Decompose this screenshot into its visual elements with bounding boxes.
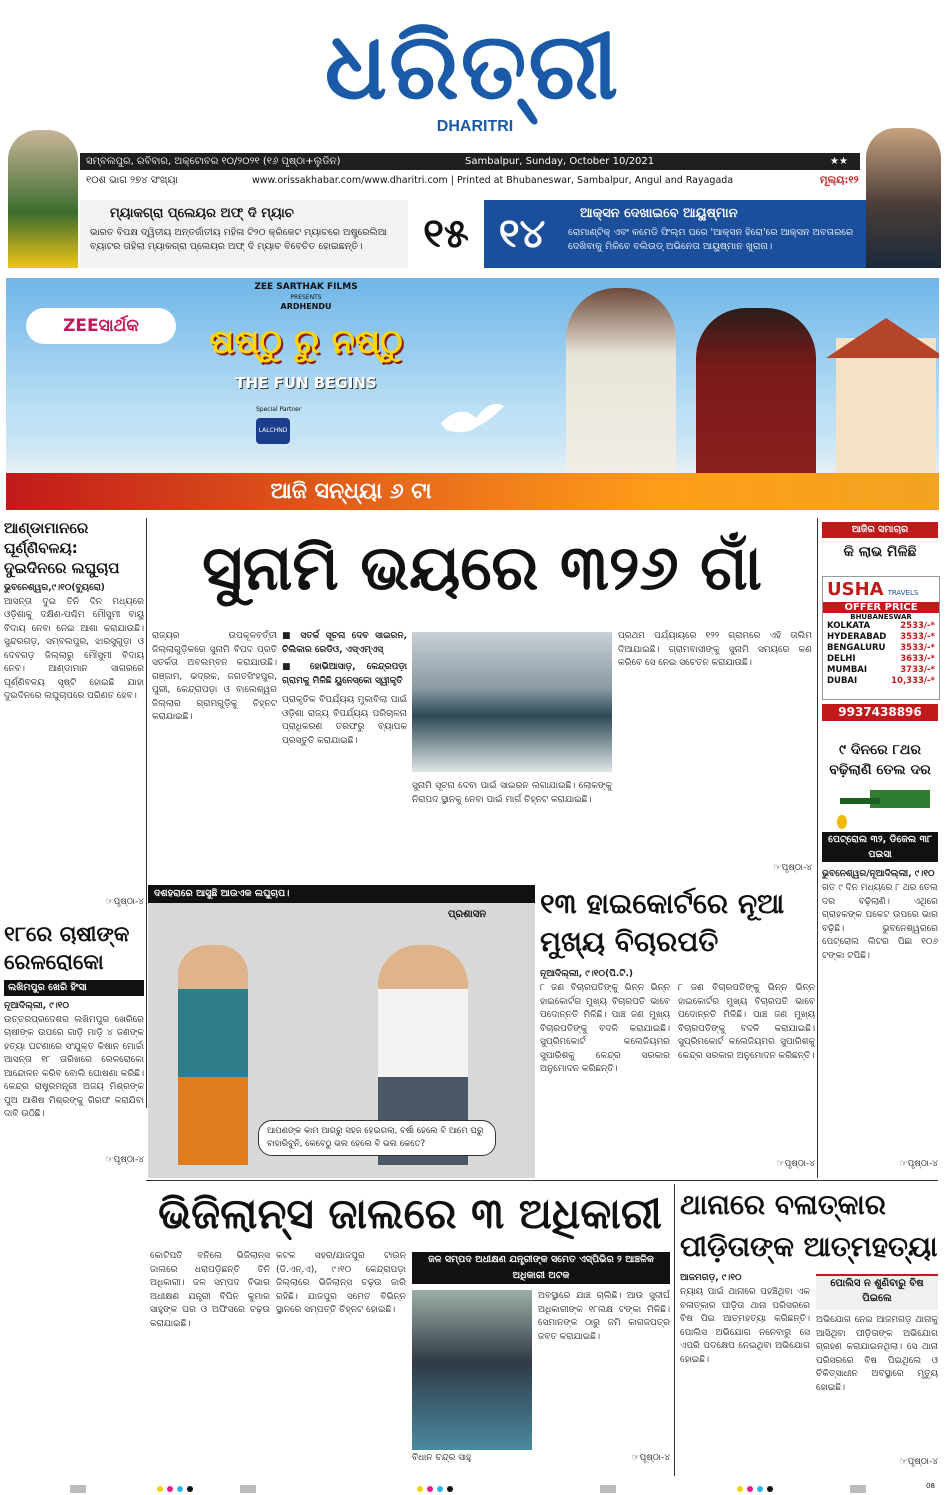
weather-body: ଆସନ୍ତା ଦୁଇ ତିନି ଦିନ ମଧ୍ୟରେ ଓଡ଼ିଶାକୁ ଦକ୍ଷିଣ-ପଶ୍ଚିମ ମୌସୁମୀ ବାୟୁ ବିଦାୟ ନେବା ନେଇ ଆଶା କରାଯାଉଛି। ସୁନ୍ଦରଗଡ଼, ସମ୍ବଲପୁର, ଝାରସୁଗୁଡ଼ା ଓ ଦେବଗଡ଼ ଜିଲ୍ଲାରୁ ମୌସୁମୀ ବିଦାୟ ନେବ। ଆଣ୍ଡାମାନ ସାଗରରେ ଘୂର୍ଣ୍ଣିବଳୟ ସୃଷ୍ଟି ହୋଇଛି ଯାହା ଦୁଇଦିନରେ ଲଘୁଚାପରେ ପରିଣତ ହେବ। bbox=[4, 596, 144, 701]
ad-director: ARDHENDU bbox=[280, 302, 332, 311]
house-illustration bbox=[836, 338, 936, 478]
weather-continue[interactable]: ☞ପୃଷ୍ଠା-୪ bbox=[105, 896, 144, 907]
farmer-headline: ୧୮ରେ ଚାଷୀଙ୍କ ରେଳରୋକୋ bbox=[4, 922, 130, 974]
stars-mark: ★★ bbox=[830, 156, 848, 167]
lead-bullet-2: ■ ହୋଭିଆସାଡ଼, କେନ୍ଦ୍ରପଡ଼ା ଗ୍ରାମକୁ ମିଳିଛି ୟୁନେସ୍କୋ ସ୍ୱୀକୃତି bbox=[282, 662, 407, 686]
left-weather-story[interactable] bbox=[4, 518, 144, 909]
crime-subhead: ପୋଲିସ ନ ଶୁଣିବାରୁ ବିଷ ପିଇଲେ bbox=[816, 1274, 938, 1310]
ad-partner-label: Special Partner bbox=[256, 406, 302, 413]
lead-column-3: ସୁନାମି ସୂଚନା ଦେବା ପାଇଁ ସାଇରନ ଲଗାଯାଇଛି। ଲୋକଙ୍କୁ ନିରାପଦ ସ୍ଥାନକୁ ନେବା ପାଇଁ ମାର୍ଗ ଚିହ୍ନଟ କରାଯାଇଛି। bbox=[412, 781, 612, 805]
teaser-sports-text: ଭାରତ ବିପକ୍ଷ ଦ୍ୱିତୀୟ ଅନ୍ତର୍ଜାତୀୟ ମହିଳା ଟି୨୦ କ୍ରିକେଟ ମ୍ୟାଚରେ ଅଷ୍ଟ୍ରେଲିଆ ବ୍ୟାଟର ତାହିଲା ମ୍ୟାକଗ୍ରା ପ୍ଲେୟର ଅଫ୍ ଦି ମ୍ୟାଚ ବିବେଚିତ ହୋଇଛନ୍ତି। bbox=[90, 227, 387, 252]
ad-showtime: ଆଜି ସନ୍ଧ୍ୟା ୬ ଟା bbox=[270, 479, 432, 504]
farmer-protest-story[interactable] bbox=[4, 920, 144, 1167]
sidebar-header: ଆଜିର ସମାଚାର bbox=[822, 522, 938, 538]
teaser-entertainment-title: ଆକ୍ସନ ଦେଖାଇବେ ଆୟୁଷ୍ମାନ bbox=[580, 206, 738, 221]
photo-caption: ବିଧାନ ଚନ୍ଦ୍ର ସାହୁ bbox=[412, 1453, 472, 1463]
crime-dateline: ଆଜମଗଡ଼, ୯।୧୦ bbox=[680, 1273, 742, 1283]
newspaper-logo-subtitle: DHARITRI bbox=[436, 118, 514, 135]
volume-issue: ୧୦ଶ ଭାଗ ୨୭୪ ସଂଖ୍ୟା bbox=[86, 175, 178, 186]
lead-continue[interactable]: ☞ପୃଷ୍ଠା-୪ bbox=[773, 863, 812, 873]
teaser-sports-title: ମ୍ୟାକଗ୍ରା ପ୍ଲେୟର ଅଫ୍ ଦି ମ୍ୟାଚ bbox=[110, 206, 294, 221]
teaser-sports[interactable] bbox=[80, 200, 408, 268]
hc-continue[interactable]: ☞ପୃଷ୍ଠା-୪ bbox=[776, 1159, 815, 1169]
movie-tagline: THE FUN BEGINS bbox=[235, 374, 377, 392]
hc-headline: ୧୩ ହାଇକୋର୍ଟରେ ନୂଆ ମୁଖ୍ୟ ବିଚାରପତି bbox=[540, 887, 785, 958]
teaser-sports-page[interactable]: ୧୫ bbox=[408, 200, 484, 268]
cartoon-villager bbox=[178, 945, 248, 1165]
fuel-body: ଗତ ୯ ଦିନ ମଧ୍ୟରେ ୮ ଥର ତେଲ ଦର ବଢ଼ିଲାଣି। ଏଥିରେ ଗ୍ରାହକଙ୍କ ପକେଟ ଉପରେ ଭାର ବଢ଼ିଛି। ଭୁବନେଶ୍ୱରରେ ପେଟ୍ରୋଲ ଲିଟର ପିଛା ୧୦୬ ଟଙ୍କା ଟପିଛି। bbox=[822, 883, 938, 961]
teaser-entertainment[interactable] bbox=[560, 200, 866, 268]
fare-row: DUBAI 10,333/-* bbox=[827, 676, 935, 686]
subline-bar bbox=[80, 172, 860, 189]
actress-figure bbox=[696, 308, 816, 478]
fuel-continue[interactable]: ☞ପୃଷ୍ଠା-୪ bbox=[899, 1159, 938, 1169]
masthead bbox=[0, 0, 945, 150]
farmer-continue[interactable]: ☞ପୃଷ୍ଠା-୪ bbox=[105, 1154, 144, 1165]
usha-phone[interactable]: 9937438896 bbox=[822, 704, 938, 721]
lead-bullet-1: ■ ସତର୍କ ସୂଚନା ଦେବ ସାଇରନ, ଚିଲିକାର ରେଡିଓ, ଏସ୍ଏମ୍ଏସ୍ bbox=[282, 631, 407, 655]
hc-body: ୮ ଜଣ ବିଚାରପତିଙ୍କୁ ଭିନ୍ନ ଭିନ୍ନ ହାଇକୋର୍ଟର ମୁଖ୍ୟ ବିଚାରପତି ଭାବେ ପଦୋନ୍ନତି ମିଳିଛି। ପାଞ୍ଚ ଜଣ ମୁଖ୍ୟ ବିଚାରପତିଙ୍କୁ ବଦଳି କରାଯାଇଛି। ସୁପ୍ରିମକୋର୍ଟ କଲେଜିୟମର ସୁପାରିଶକୁ କେନ୍ଦ୍ର ସରକାର ଅନୁମୋଦନ କରିଛନ୍ତି। bbox=[540, 983, 670, 1074]
cartoon-speech-bubble: ଆପଣଙ୍କ କାମ ଆଗରୁ ସହଜ ହେଇଗଲା, ବର୍ଷା ହେଲେ ବି ଆମେ ଘରୁ ବାହାରିବୁନି, କେବେଠୁ ଭଲ ହେଲେ ବି ଭଲ କେତେ? bbox=[258, 1120, 496, 1156]
date-english: Sambalpur, Sunday, October 10/2021 bbox=[465, 156, 655, 167]
price-label: ମୂଲ୍ୟ:୧୨ bbox=[820, 175, 859, 186]
newspaper-logo: ଧରିତ୍ରୀ bbox=[324, 12, 621, 120]
crime-body-2: ଅଭିଯୋଗ ନେଇ ଆଜମଗଡ଼ ଥାନାକୁ ଆସିଥିବା ପୀଡ଼ିତାଙ୍କ ଅଭିଯୋଗ ଗ୍ରହଣ କରାଯାଇନଥିଲା। ସେ ଥାନା ପରିସରରେ ବିଷ ପିଇଥିଲେ ଓ ଚିକିତ୍ସାଧୀନ ଅବସ୍ଥାରେ ମୃତ୍ୟୁ ହୋଇଛି। bbox=[816, 1315, 938, 1393]
channel-logo: ZEEସାର୍ଥକ bbox=[26, 308, 176, 344]
actor-figure bbox=[566, 288, 676, 478]
crime-headline: ଥାନାରେ ବଳାତ୍କାର ପୀଡ଼ିତାଙ୍କ ଆତ୍ମହତ୍ୟା bbox=[680, 1188, 938, 1263]
fare-row: MUMBAI 3733/-* bbox=[827, 665, 935, 675]
usha-offer: OFFER PRICE bbox=[823, 602, 939, 613]
lead-column-4: ପ୍ରଥମ ପର୍ଯ୍ୟାୟରେ ୧୨୨ ଗ୍ରାମରେ ଏହି ତାଲିମ ଦିଆଯାଇଛି। ଗ୍ରାମବାସୀଙ୍କୁ ସୁନାମି ସମୟରେ କଣ କରିବେ ସେ ନେଇ ସଚେତନ କରାଯାଉଛି। bbox=[618, 631, 812, 668]
movie-title: ଷଷ୍ଠୁ ରୁ ନଷ୍ଠୁ bbox=[209, 322, 403, 362]
hc-dateline: ନୂଆଦିଲ୍ଲୀ, ୯।୧୦(ପି.ଟି.) bbox=[540, 969, 634, 979]
ad-showtime-bar bbox=[6, 473, 939, 510]
farmer-dateline: ନୂଆଦିଲ୍ଲୀ, ୯।୧୦ bbox=[4, 1001, 70, 1011]
fare-row: DELHI 3633/-* bbox=[827, 654, 935, 664]
fuel-headline: ୯ ଦିନରେ ୮ଥର ବଢ଼ିଲାଣି ତେଲ ଦର bbox=[829, 742, 931, 778]
cricketer-photo bbox=[8, 130, 78, 268]
teaser-entertainment-page[interactable]: ୧୪ bbox=[484, 200, 560, 268]
fuel-dateline: ଭୁବନେଶ୍ୱର/ନୂଆଦିଲ୍ଲୀ, ୯।୧୦ bbox=[822, 869, 935, 879]
farmer-body: ଉତ୍ତରପ୍ରଦେଶର ଲଖିମପୁର ଖେରିରେ ଚାଷୀଙ୍କ ଉପରେ ଗାଡ଼ି ମାଡ଼ି ୪ ଜଣଙ୍କ ହତ୍ୟା ଘଟଣାରେ ସଂଯୁକ୍ତ କିଷାନ ମୋର୍ଚ୍ଚା ଆସନ୍ତା ୧୮ ତାରିଖରେ ରେଳରୋକୋ ଆନ୍ଦୋଳନ କରିବ ବୋଲି ଘୋଷଣା କରିଛି। କେନ୍ଦ୍ର ରାଷ୍ଟ୍ରମନ୍ତ୍ରୀ ଅଜୟ ମିଶ୍ରଙ୍କ ପୁଅ ଆଶିଷ ମିଶ୍ରଙ୍କୁ ଗିରଫ କରାଯିବା ଦାବି ଉଠିଛି। bbox=[4, 1014, 144, 1119]
ad-producer: ZEE SARTHAK FILMS bbox=[254, 282, 358, 292]
movie-ad-banner[interactable] bbox=[6, 278, 939, 510]
vigilance-column-2: କଟକ ସହର/ଯାଜପୁର ଟାଉନ୍ (ଡି.ଏନ୍.ଏ), ୯।୧୦ କେନ୍ଦ୍ରାପଡ଼ା ଜିଲ୍ଲାରେ ଭିଜିଲାନ୍ସ ଚଢ଼ଉ ଜାରି ରହିଛି। ଯାଜପୁର ସମେତ ବିଭିନ୍ନ ସ୍ଥାନରେ ସମ୍ପତ୍ତି ଚିହ୍ନଟ ହୋଇଛି। bbox=[276, 1251, 406, 1315]
vigilance-highlight-box: ଜଳ ସମ୍ପଦ ଅଧୀକ୍ଷଣ ଯନ୍ତ୍ରୀଙ୍କ ସମେତ ଏସ୍‌ପିଭିର ୨ ଆଞ୍ଚଳିକ ଅଧିକାରୀ ଅଟକ bbox=[412, 1252, 670, 1284]
usha-travels-ad[interactable] bbox=[822, 576, 940, 700]
official-photo bbox=[412, 1290, 532, 1450]
hc-body-2: ୮ ଜଣ ବିଚାରପତିଙ୍କୁ ଭିନ୍ନ ଭିନ୍ନ ହାଇକୋର୍ଟର ମୁଖ୍ୟ ବିଚାରପତି ଭାବେ ପଦୋନ୍ନତି ମିଳିଛି। ପାଞ୍ଚ ଜଣ ମୁଖ୍ୟ ବିଚାରପତିଙ୍କୁ ବଦଳି କରାଯାଇଛି। ସୁପ୍ରିମକୋର୍ଟ କଲେଜିୟମର ସୁପାରିଶକୁ କେନ୍ଦ୍ର ସରକାର ଅନୁମୋଦନ କରିଛନ୍ତି। bbox=[678, 983, 815, 1061]
page-number: 08 bbox=[926, 1482, 935, 1490]
fare-row: HYDERABAD 3533/-* bbox=[827, 632, 935, 642]
print-registration-bar bbox=[0, 1482, 945, 1495]
lead-headline: ସୁନାମି ଭୟରେ ୩୨୬ ଗାଁ bbox=[202, 531, 762, 604]
crime-continue[interactable]: ☞ପୃଷ୍ଠା-୪ bbox=[899, 1457, 938, 1467]
actor-photo bbox=[866, 128, 941, 268]
cartoon-caption: ଦଶହରାରେ ଆସୁଛି ଆଉଏକ ଲଘୁଚାପ। bbox=[148, 885, 535, 903]
website-print-info[interactable]: www.orissakhabar.com/www.dharitri.com | Printed at Bhubaneswar, Sambalpur, Angul and Rayagada bbox=[252, 175, 734, 186]
lead-bullets bbox=[282, 630, 407, 844]
editorial-cartoon bbox=[148, 885, 535, 1178]
fuel-nozzle-icon bbox=[830, 790, 930, 830]
vigilance-column-3: ଅବସ୍ଥାରେ ଯାଞ୍ଚ ଚାଲିଛି। ଆଉ ସୁଦୀର୍ଘ ଅଧିକାରୀଙ୍କ ୧୮ଲକ୍ଷ ଟଙ୍କା ମିଳିଛି। ସେମାନଙ୍କ ଠାରୁ ଜମି କାଗଜପତ୍ର ଜବତ କରାଯାଇଛି। bbox=[538, 1291, 670, 1342]
usha-sub: TRAVELS bbox=[887, 589, 919, 597]
cartoon-label: ପ୍ରଶାସନ bbox=[448, 909, 487, 920]
dove-icon bbox=[436, 398, 506, 438]
date-odia: ସମ୍ବଲପୁର, ରବିବାର, ଅକ୍ଟୋବର ୧୦/୨୦୨୧ (୧୬ ପୃଷ୍ଠା+ଲୁଡିନ) bbox=[86, 156, 341, 167]
dateline-bar bbox=[80, 153, 860, 170]
weather-dateline: ଭୁବନେଶ୍ୱର,୯।୧୦(ବ୍ୟୁରୋ) bbox=[4, 583, 105, 593]
fare-row: KOLKATA 2533/-* bbox=[827, 621, 935, 631]
sidebar-question: କି ଲାଭ ମିଳିଛି bbox=[843, 544, 917, 560]
vigilance-continue[interactable]: ☞ପୃଷ୍ଠା-୪ bbox=[631, 1453, 670, 1463]
usha-from: BHUBANESWAR bbox=[850, 613, 912, 621]
teaser-entertainment-text: ରୋମାଣ୍ଟିକ୍ ଏବଂ କମେଡି ଫିଲ୍ମ ପରେ 'ଆକ୍ସନ ହିରୋ'ରେ ଆକ୍ସନ ଅବତାରରେ ଦେଖିବାକୁ ମିଳିବେ ବଲିଉଡ୍ ଅଭିନେତା ଆୟୁଷ୍ମାନ ଖୁରାନା। bbox=[568, 227, 854, 252]
farmer-tag: ଲଖିମପୁର ଖେରି ହିଂସା bbox=[4, 980, 144, 996]
tsunami-wave-photo bbox=[412, 632, 612, 772]
vigilance-column-1: କୋଟିପତି ବନିଲେ ଭିଜିଲାନ୍ସ ଜାଲରେ ଧରାପଡ଼ିଛନ୍ତି ତିନି ଅଧିକାରୀ। ଜଳ ସମ୍ପଦ ବିଭାଗ ଅଧୀକ୍ଷଣ ଯନ୍ତ୍ରୀ ବିପିନ କୁମାର ସାହୁଙ୍କ ଘର ଓ ଅଫିସରେ ଚଢ଼ଉ କରାଯାଇଛି। bbox=[150, 1251, 270, 1329]
ad-presents: PRESENTS bbox=[290, 294, 322, 301]
lead-column-1: ରାଜ୍ୟର ଉପକୂଳବର୍ତ୍ତୀ ଜିଲ୍ଲାଗୁଡ଼ିକରେ ସୁନାମି ବିପଦ ପ୍ରତି ସତର୍କତା ଅବଲମ୍ବନ କରାଯାଉଛି। ଗଞ୍ଜାମ, ଭଦ୍ରକ, ଜଗତସିଂହପୁର, ପୁରୀ, କେନ୍ଦ୍ରାପଡ଼ା ଓ ବାଲେଶ୍ୱର ଜିଲ୍ଲାର ଗ୍ରାମଗୁଡ଼ିକୁ ଚିହ୍ନଟ କରାଯାଇଛି। bbox=[152, 631, 277, 722]
fare-row: BENGALURU 3533/-* bbox=[827, 643, 935, 653]
usha-brand: USHA bbox=[827, 579, 884, 600]
lead-column-2: ପ୍ରାକୃତିକ ବିପର୍ଯ୍ୟୟ ମୁକାବିଲା ପାଇଁ ଓଡ଼ିଶା ରାଜ୍ୟ ବିପର୍ଯ୍ୟୟ ପରିଚାଳନା ପ୍ରାଧିକରଣ ତରଫରୁ ବ୍ୟାପକ ପ୍ରସ୍ତୁତି କରାଯାଇଛି। bbox=[282, 695, 407, 746]
vigilance-headline: ଭିଜିଲାନ୍ସ ଜାଲରେ ୩ ଅଧିକାରୀ bbox=[158, 1189, 662, 1238]
weather-headline: ଆଣ୍ଡାମାନରେ ଘୂର୍ଣ୍ଣିବଳୟ: ଦୁଇଦିନରେ ଲଘୁଚାପ bbox=[4, 519, 120, 577]
fuel-price-label: ପେଟ୍ରୋଲ ୩୨, ଡିଜେଲ ୩୮ ପଇସା bbox=[822, 832, 938, 862]
partner-logo: LALCHND bbox=[256, 418, 290, 444]
crime-body: ନ୍ୟାୟ ପାଇଁ ଥାନାରେ ପହଞ୍ଚିଥିବା ଏକ ବଳାତ୍କାର ପୀଡ଼ିତା ଥାନା ପରିସରରେ ବିଷ ପିଇ ଆତ୍ମହତ୍ୟା କରିଛନ୍ତି। ପୋଲିସ ଅଭିଯୋଗ ନନେବାରୁ ସେ ଏପରି ପଦକ୍ଷେପ ନେଇଥିବା ଅଭିଯୋଗ ହୋଇଛି। bbox=[680, 1287, 810, 1365]
